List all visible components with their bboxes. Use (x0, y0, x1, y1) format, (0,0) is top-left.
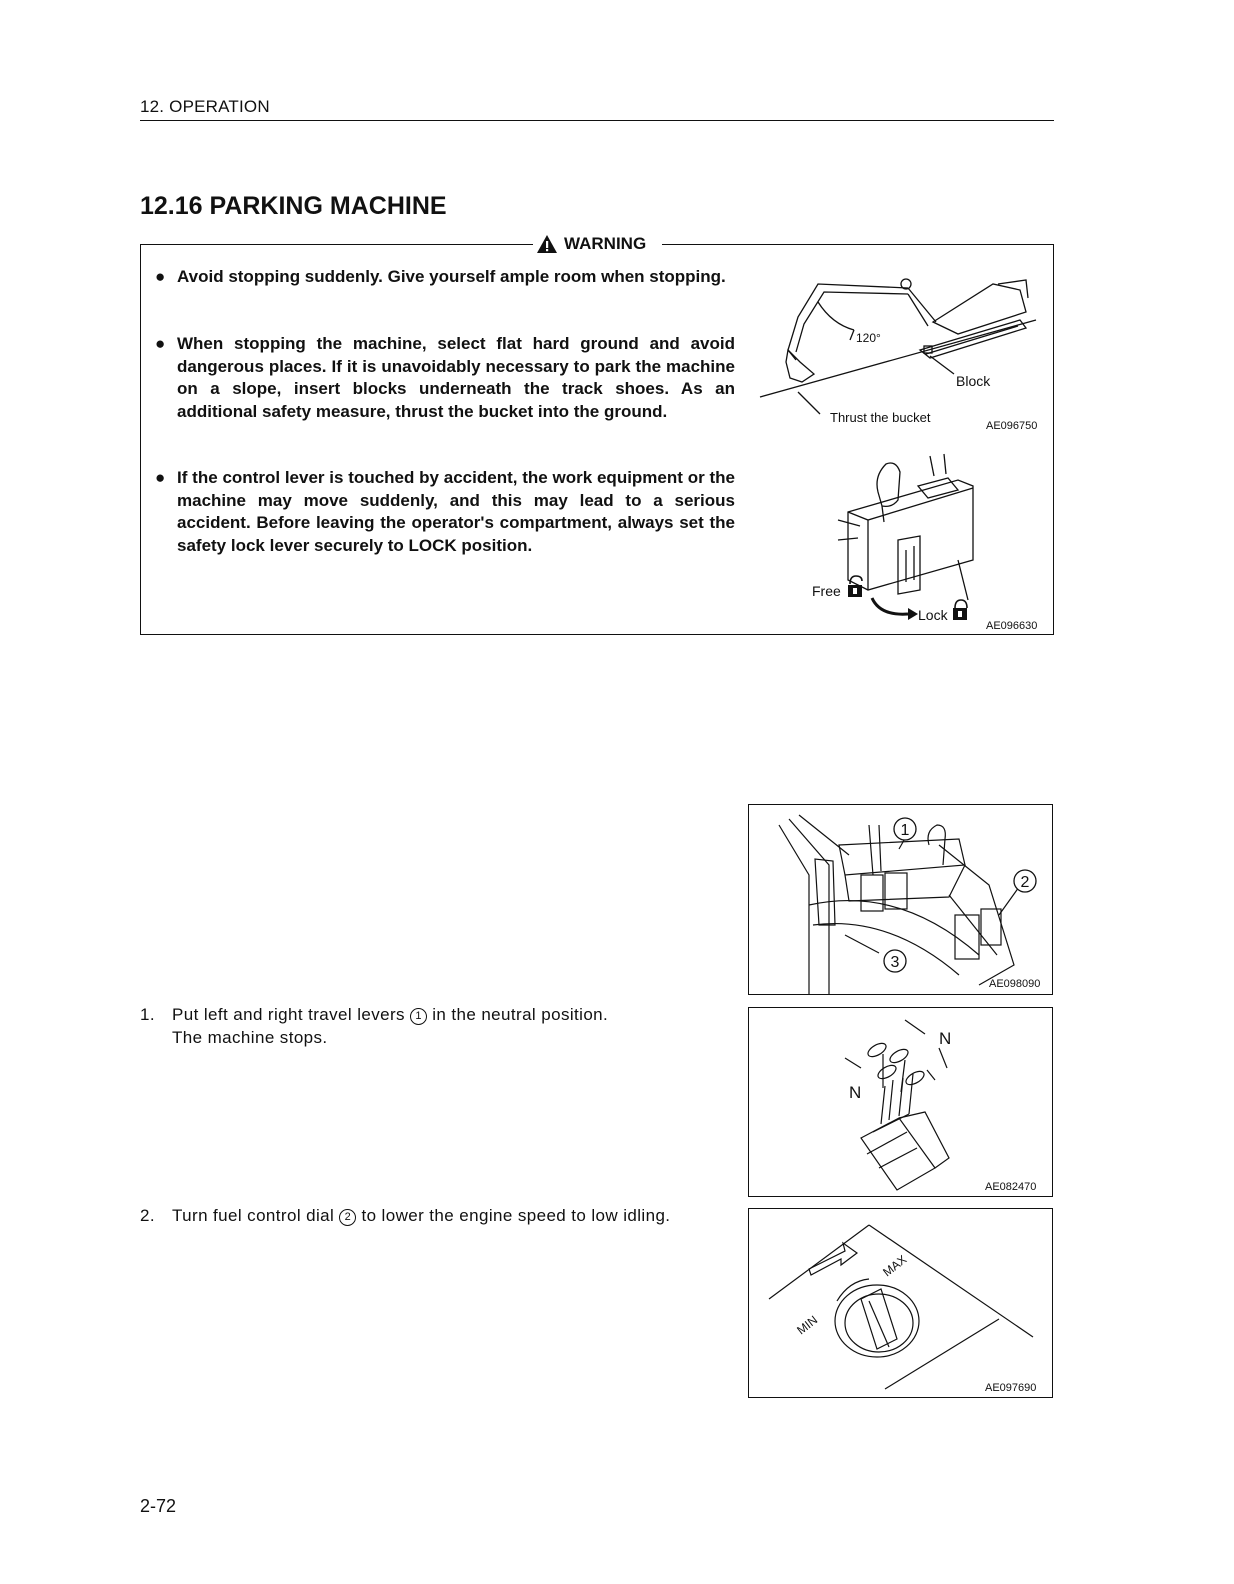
warning-item-3: ● If the control lever is touched by accident, the work equipment or the machine may move suddenly, and this may lead to a serious accident. Before leaving the operator's compartment, always set the safety lock lever securely to LOCK position. (155, 468, 735, 555)
section-header: 12. OPERATION (140, 97, 270, 116)
step-result: The machine stops. (172, 1027, 328, 1047)
ref-circle: 2 (339, 1209, 356, 1226)
bullet-icon: ● (155, 468, 166, 487)
lock-lever-illustration (808, 450, 1050, 632)
step-number: 1. (140, 1005, 155, 1024)
neutral-label-right: N (939, 1029, 952, 1048)
figure-travel-levers (748, 1007, 1053, 1197)
figure-cab-controls (748, 804, 1053, 995)
callout-1: 1 (900, 822, 910, 839)
page-title: 12.16 PARKING MACHINE (140, 192, 447, 220)
header-rule (140, 120, 1054, 121)
step-text: in the neutral position. (432, 1005, 609, 1024)
unlocked-padlock-icon (848, 576, 862, 597)
neutral-label-left: N (849, 1083, 862, 1102)
figure-lock-lever (808, 450, 1050, 632)
figure-fuel-dial (748, 1208, 1053, 1398)
figure-code: AE096630 (986, 620, 1038, 632)
max-label: MAX (880, 1252, 910, 1280)
thrust-label: Thrust the bucket (830, 410, 931, 425)
fuel-dial-illustration (749, 1209, 1052, 1397)
free-label: Free (812, 583, 841, 599)
warning-item-2: ● When stopping the machine, select flat hard ground and avoid dangerous places. If it is unavoidably necessary to park the machine on a slope, insert blocks underneath the track shoes. As an additional safety measure, thrust the bucket into the ground. (155, 334, 735, 421)
figure-code: AE096750 (986, 420, 1038, 432)
callout-3: 3 (890, 954, 900, 971)
angle-label: 120° (856, 331, 881, 345)
figure-code: AE082470 (985, 1181, 1037, 1193)
travel-levers-illustration (749, 1008, 1052, 1196)
figure-slope-parking (758, 262, 1048, 437)
locked-padlock-icon (953, 600, 967, 620)
figure-code: AE098090 (989, 978, 1041, 990)
min-label: MIN (794, 1312, 821, 1338)
warning-rule-right (662, 244, 1054, 245)
callout-2: 2 (1020, 874, 1030, 891)
figure-code: AE097690 (985, 1382, 1037, 1394)
step-number: 2. (140, 1206, 155, 1225)
step-2 (140, 1205, 670, 1228)
warning-label (536, 234, 646, 254)
excavator-slope-illustration (758, 262, 1048, 437)
ref-circle: 1 (410, 1008, 427, 1025)
step-text: Put left and right travel levers (172, 1005, 405, 1024)
page-number: 2-72 (140, 1496, 177, 1516)
step-text: Turn fuel control dial (172, 1206, 335, 1225)
warning-triangle-icon (536, 234, 558, 254)
bullet-icon: ● (155, 267, 166, 286)
warning-item-1: ● Avoid stopping suddenly. Give yourself ample room when stopping. (155, 266, 735, 289)
cab-controls-illustration (749, 805, 1052, 994)
warning-rule-left (140, 244, 533, 245)
block-label: Block (956, 373, 991, 389)
step-1 (140, 1004, 608, 1049)
warning-label-text: WARNING (564, 234, 647, 253)
lock-label: Lock (918, 607, 948, 623)
step-text: to lower the engine speed to low idling. (361, 1206, 671, 1225)
bullet-icon: ● (155, 334, 166, 353)
